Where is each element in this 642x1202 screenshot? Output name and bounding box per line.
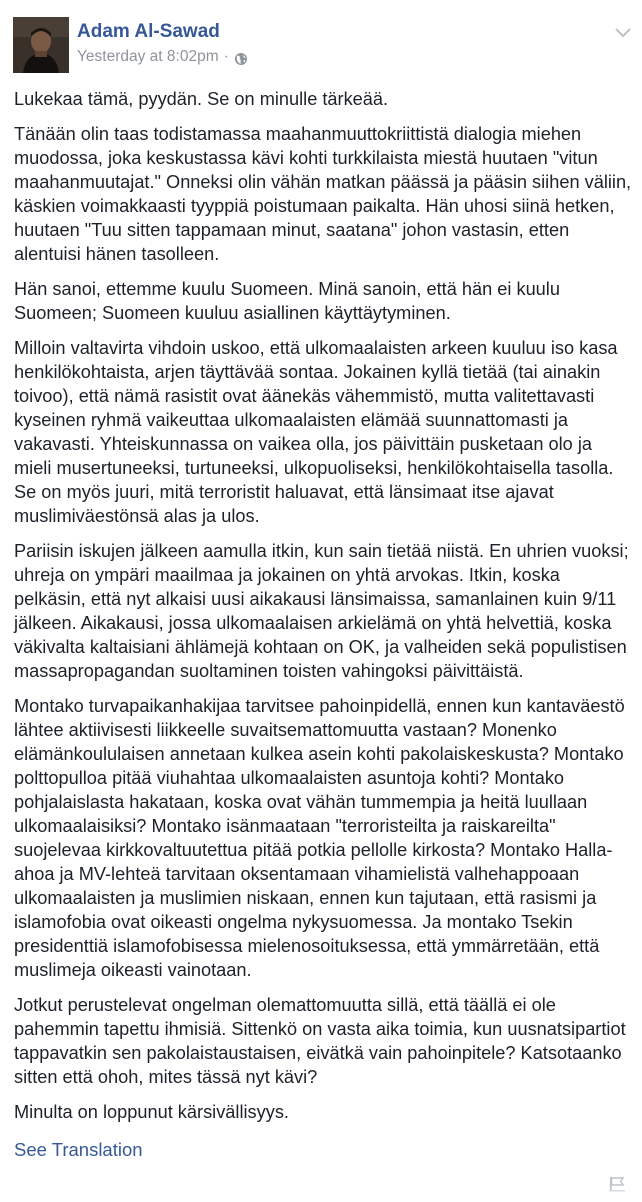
post-timestamp[interactable]: Yesterday at 8:02pm (77, 48, 219, 65)
post-header (13, 15, 633, 75)
flag-icon[interactable] (608, 1176, 626, 1192)
post-body (14, 87, 634, 1135)
chevron-down-icon[interactable] (615, 25, 631, 35)
post-paragraph: Lukekaa tämä, pyydän. Se on minulle tärkeää. (14, 89, 389, 109)
globe-icon[interactable] (234, 52, 248, 66)
post-paragraph: Hän sanoi, ettemme kuulu Suomeen. Minä sanoin, että hän ei kuulu Suomeen; Suomeen kuuluu asiallinen käyttäytyminen. (14, 279, 560, 323)
post-paragraph: Tänään olin taas todistamassa maahanmuuttokriittistä dialogia miehen muodossa, joka keskustassa kävi kohti turkkilaista miestä huutaen "vitun maahanmuutajat." Onneksi olin vähän matkan päässä ja pääsin siihen väliin, käskien voimakkaasti tyyppiä poistumaan paikalta. Hän uhosi siinä hetken, huutaen "Tuu sitten tappamaan minut, saatana" johon vastasin, etten alentuisi hänen tasolleen. (14, 124, 632, 264)
post-paragraph: Montako turvapaikanhakijaa tarvitsee pahoinpidellä, ennen kun kantaväestö lähtee aktiivisesti liikkeelle suvaitsemattomuutta vastaan? Monenko elämänkoululaisen annetaan kulkea asein kohti pakolaiskeskusta? Montako polttopulloa pitää viuhahtaa ulkomaalaisten asuntoja kohti? Montako pohjalaislasta hakataan, koska ovat vähän tummempia ja heitä luullaan ulkomaalaisiksi? Montako isänmaataan "terroristeilta ja raiskareilta" suojelevaa kirkkovaltuutettua pitää potkia pellolle kirkosta? Montako Halla-ahoa ja MV-lehteä tarvitaan oksentamaan vihamielistä valhehappoaan ulkomaalaisten ja muslimien niskaan, ennen kun tajutaan, että rasismi ja islamofobia ovat oikeasti ongelma nykysuomessa. Ja montako Tsekin presidenttiä islamofobisessa mielenosoituksessa, että ymmärretään, että muslimeja oikeasti vainotaan. (14, 696, 625, 980)
meta-separator: · (223, 48, 229, 65)
avatar-photo (13, 17, 69, 73)
see-translation-link[interactable]: See Translation (14, 1139, 143, 1160)
post-meta (77, 48, 248, 66)
post-paragraph: Pariisin iskujen jälkeen aamulla itkin, kun sain tietää niistä. En uhrien vuoksi; uhreja on ympäri maailmaa ja jokainen on yhtä arvokas. Itkin, koska pelkäsin, että nyt alkaisi uusi aikakausi länsimaissa, samanlainen kuin 9/11 jälkeen. Aikakausi, jossa ulkomaalaisen arkielämä on yhtä helvettiä, koska väkivalta kaltaisiani ählämejä kohtaan on OK, ja valheiden sekä populistisen massapropagandan suoltaminen toisten vahingoksi päivittäistä. (14, 541, 629, 681)
avatar[interactable] (13, 17, 69, 73)
author-name[interactable]: Adam Al-Sawad (77, 21, 220, 42)
post-paragraph: Jotkut perustelevat ongelman olemattomuutta sillä, että täällä ei ole pahemmin tapettu ihmisiä. Sittenkö on vasta aika toimia, kun uusnatsipartiot tappavatkin sen pakolaistaustaisen, eivätkä vain pahoinpitele? Katsotaanko sitten että ohoh, mites tässä nyt kävi? (14, 995, 626, 1087)
post-paragraph: Milloin valtavirta vihdoin uskoo, että ulkomaalaisten arkeen kuuluu iso kasa henkilökohtaista, arjen täyttävää sontaa. Jokainen kyllä tietää (tai ainakin toivoo), että nämä rasistit ovat äänekäs vähemmistö, mutta valitettavasti kyseinen ryhmä vaikeuttaa ulkomaalaisten elämää suunnattomasti ja vakavasti. Yhteiskunnassa on vaikea olla, jos päivittäin pusketaan olo ja mieli musertuneeksi, turtuneeksi, ulkopuoliseksi, henkilökohtaisella tasolla. Se on myös juuri, mitä terroristit haluavat, että länsimaat itse ajavat muslimiväestönsä alas ja ulos. (14, 338, 618, 526)
post-paragraph: Minulta on loppunut kärsivällisyys. (14, 1102, 289, 1122)
